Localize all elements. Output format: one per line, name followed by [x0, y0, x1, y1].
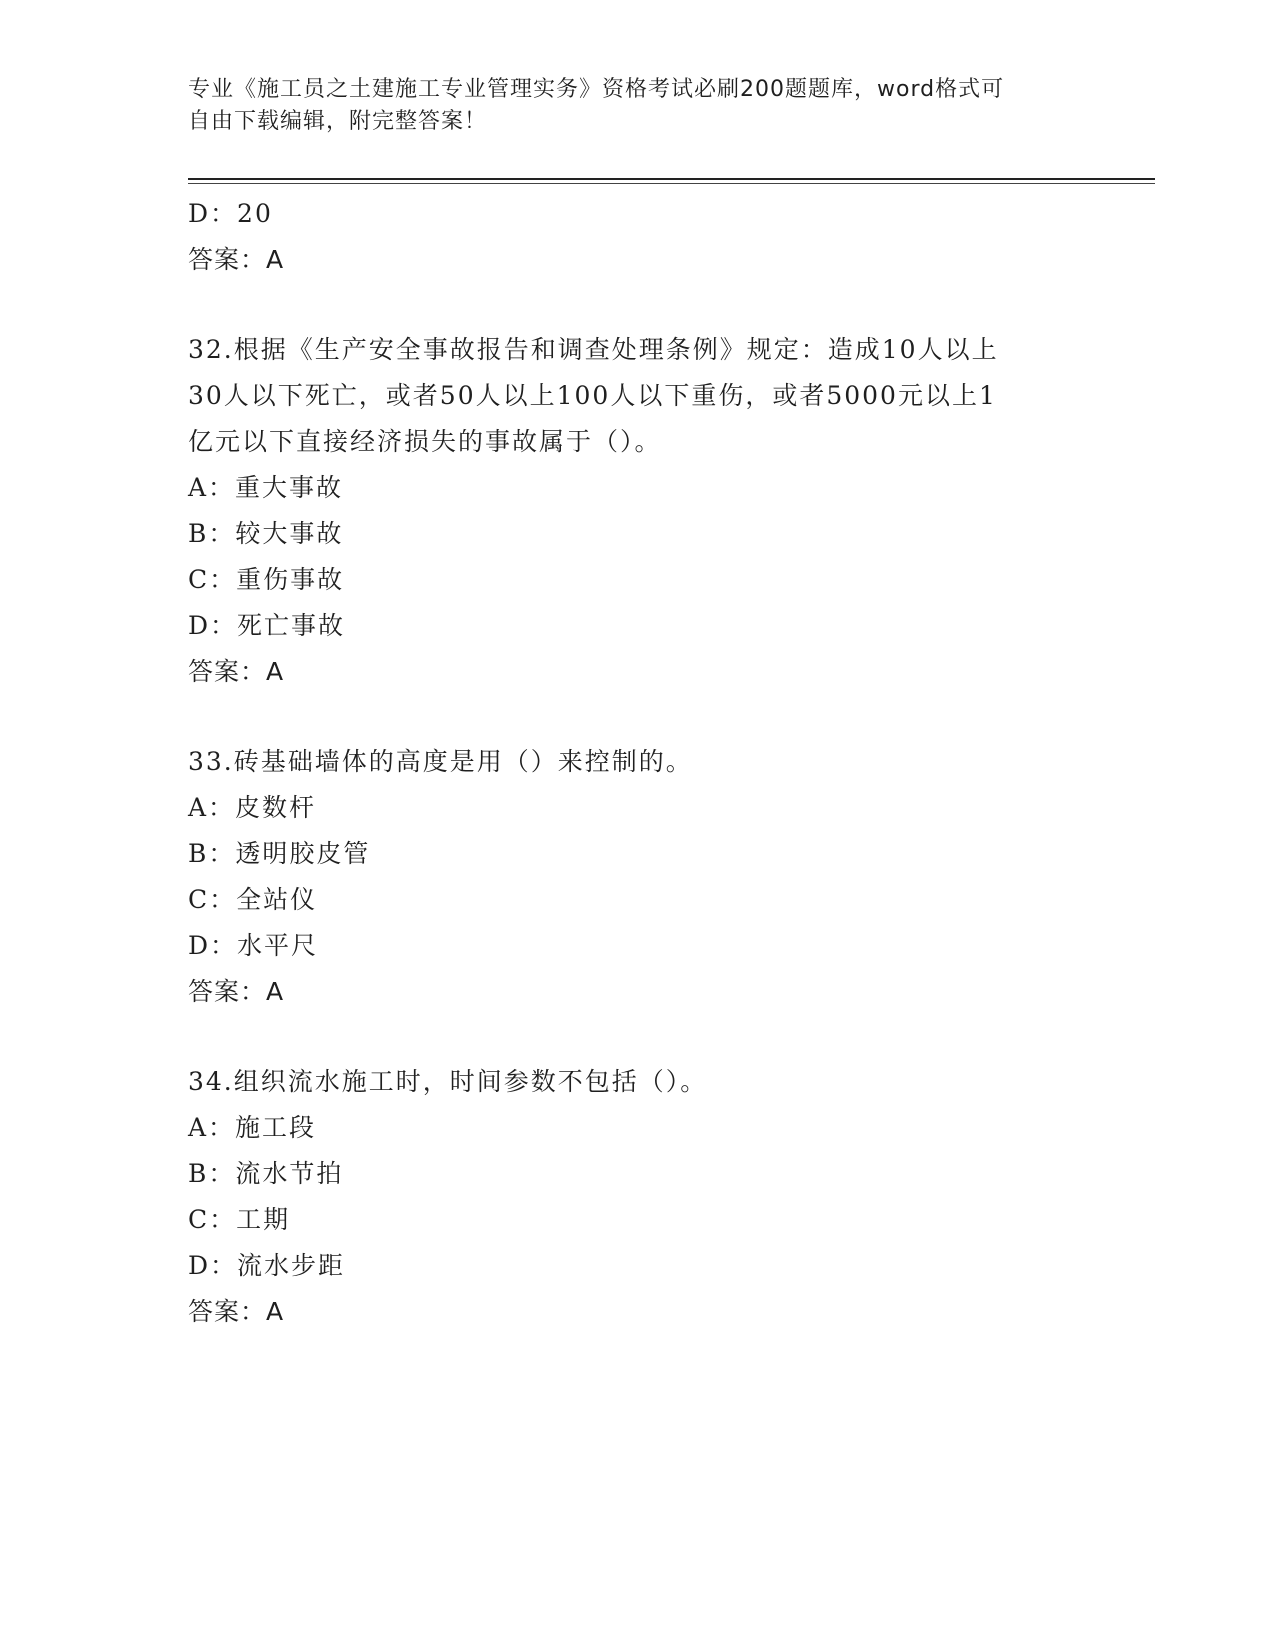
option-b: B：流水节拍 — [188, 1159, 344, 1188]
option-b: B：较大事故 — [188, 519, 344, 548]
answer-line: 答案：A — [188, 245, 285, 274]
answer-line: 答案：A — [188, 657, 285, 686]
question-stem-line: 34.组织流水施工时，时间参数不包括（）。 — [188, 1067, 708, 1096]
answer-line: 答案：A — [188, 1297, 285, 1326]
option-a: A：皮数杆 — [188, 793, 317, 822]
option-d: D：死亡事故 — [188, 611, 346, 640]
header-line: 自由下载编辑，附完整答案！ — [188, 109, 488, 134]
header-line: 专业《施工员之土建施工专业管理实务》资格考试必刷200题题库，word格式可 — [188, 77, 1005, 102]
question-stem-line: 30人以下死亡，或者50人以上100人以下重伤，或者5000元以上1 — [188, 381, 997, 410]
previous-question-tail — [188, 191, 1088, 283]
option-b: B：透明胶皮管 — [188, 839, 371, 868]
answer-line: 答案：A — [188, 977, 285, 1006]
question-32 — [188, 327, 1088, 695]
question-33 — [188, 739, 1088, 1015]
question-content — [188, 191, 1088, 1335]
option-d: D：水平尺 — [188, 931, 319, 960]
option-c: C：重伤事故 — [188, 565, 345, 594]
option-c: C：工期 — [188, 1205, 291, 1234]
option-d: D：流水步距 — [188, 1251, 346, 1280]
header-divider-thin — [188, 183, 1155, 184]
option-d: D：20 — [188, 199, 273, 228]
question-stem-line: 32.根据《生产安全事故报告和调查处理条例》规定：造成10人以上 — [188, 335, 999, 364]
question-34 — [188, 1059, 1088, 1335]
question-stem-line: 33.砖基础墙体的高度是用（）来控制的。 — [188, 747, 693, 776]
question-stem-line: 亿元以下直接经济损失的事故属于（）。 — [188, 427, 662, 456]
document-header — [188, 74, 1068, 138]
option-a: A：重大事故 — [188, 473, 344, 502]
option-a: A：施工段 — [188, 1113, 317, 1142]
option-c: C：全站仪 — [188, 885, 318, 914]
header-divider — [188, 178, 1155, 180]
